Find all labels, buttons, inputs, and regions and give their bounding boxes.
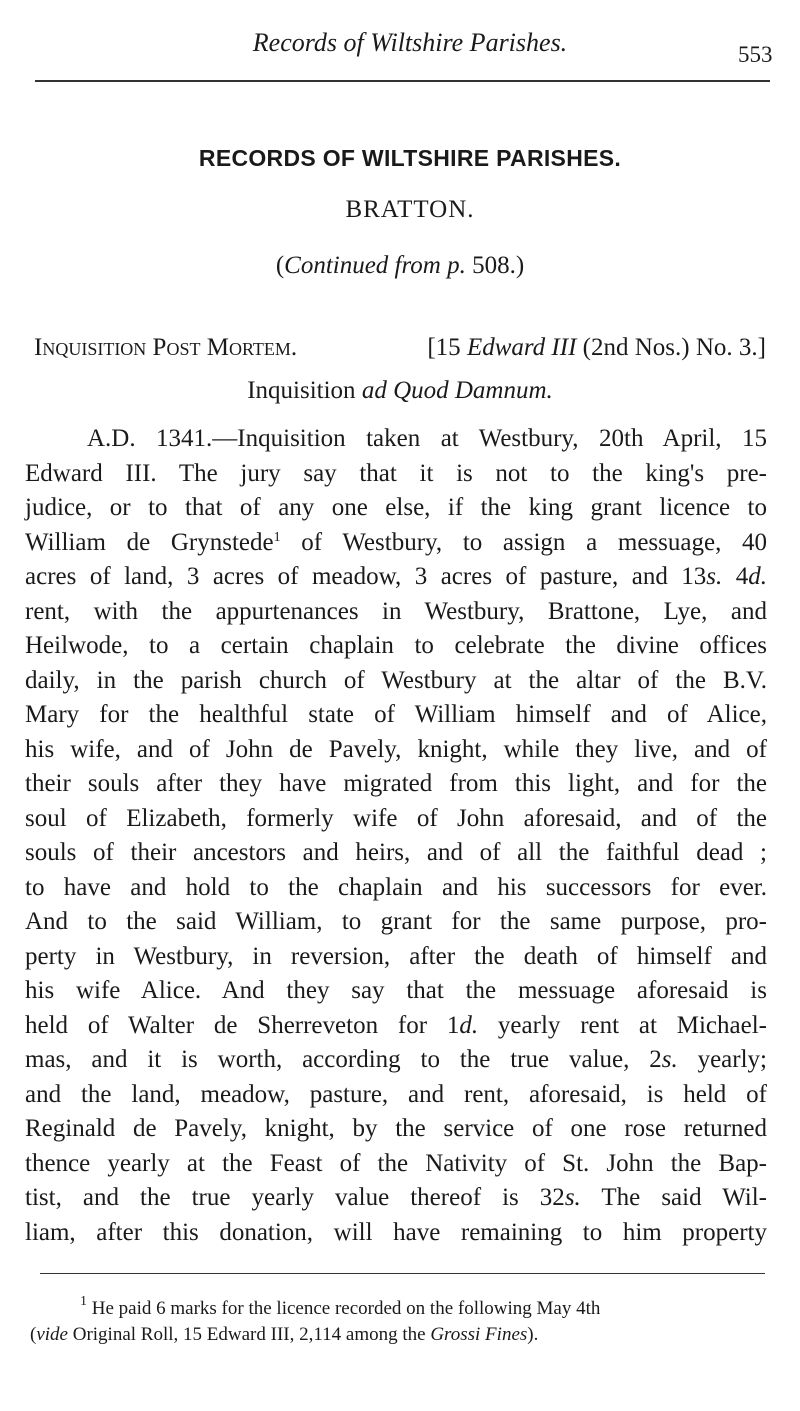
text-segment: to have and hold to the chaplain and his successors for ever. <box>25 873 767 901</box>
text-segment: his wife Alice. And they say that the messuage aforesaid is <box>25 977 767 1004</box>
text-segment: yearly; <box>677 1046 767 1073</box>
ref-italic: Edward III <box>466 334 577 361</box>
body-line <box>25 1216 767 1251</box>
inquisition-heading <box>34 334 766 362</box>
text-segment: William de Grynstede <box>25 528 274 556</box>
text-segment: soul of Elizabeth, formerly wife of John aforesaid, and of the <box>25 804 767 832</box>
text-segment: A.D. <box>87 425 136 452</box>
text-segment: s. <box>661 1046 678 1073</box>
text-segment: Edward III. The jury say that it is not to the king's pre- <box>25 459 767 487</box>
text-segment: Reginald de Pavely, knight, by the service of one rose returned <box>25 1115 767 1142</box>
text-segment: souls of their ancestors and heirs, and of all the faithful dead ; <box>25 839 767 866</box>
text-segment: thence yearly at the Feast of the Nativity of St. John the Bap- <box>25 1149 767 1177</box>
text-segment: their souls after they have migrated from this light, and for the <box>25 770 767 797</box>
text-segment: his wife, and of John de Pavely, knight, while they live, and of <box>25 735 767 763</box>
text-segment: s. <box>564 1184 581 1211</box>
article-title: RECORDS OF WILTSHIRE PARISHES. <box>198 145 622 171</box>
continued-rest: 508.) <box>465 252 525 279</box>
text-segment: tist, and the true yearly value thereof is 32 <box>25 1184 565 1211</box>
body-line <box>25 664 767 699</box>
text-segment: 4 <box>722 563 749 590</box>
body-line <box>25 1078 767 1113</box>
text-segment: s. <box>706 563 723 590</box>
running-head: Records of Wiltshire Parishes. <box>252 28 568 57</box>
body-line <box>25 802 767 837</box>
body-line <box>25 1147 767 1182</box>
footnote-line-2 <box>30 1322 765 1348</box>
text-segment: perty in Westbury, in reversion, after the death of himself and <box>25 942 767 970</box>
body-line <box>25 836 767 871</box>
body-line <box>25 767 767 802</box>
footnote-rule <box>40 1273 765 1274</box>
fn-italic: Grossi Fines <box>430 1324 528 1345</box>
text-segment: daily, in the parish church of Westbury at the altar of the B.V. <box>25 666 767 694</box>
text-segment: And to the said William, to grant for the same purpose, pro- <box>25 908 767 935</box>
footnote <box>30 1296 765 1348</box>
text-segment: held of Walter de Sherreveton for 1 <box>25 1011 460 1039</box>
text-segment: of Westbury, to assign a messuage, 40 <box>280 528 767 556</box>
footnote-text-1: He paid 6 marks for the licence recorded on the following May 4th <box>87 1298 601 1319</box>
body-line <box>25 733 767 768</box>
text-segment: and the land, meadow, pasture, and rent, aforesaid, is held of <box>25 1080 767 1108</box>
fn-open: ( <box>30 1324 37 1345</box>
fn-mid: Original Roll, 15 Edward III, 2,114 among the <box>67 1324 431 1345</box>
ref-rest: (2nd Nos.) No. 3.] <box>576 334 766 361</box>
body-line <box>25 1043 767 1078</box>
footnote-marker: 1 <box>80 1294 87 1309</box>
body-line <box>25 1009 767 1044</box>
continued-italic: Continued from p. <box>284 252 466 279</box>
body-line <box>25 698 767 733</box>
continued-note <box>0 252 800 280</box>
text-segment: The said Wil- <box>580 1184 768 1211</box>
body-line <box>25 422 767 457</box>
continued-open: ( <box>275 252 285 279</box>
text-segment: Heilwode, to a certain chaplain to celebrate the divine offices <box>25 632 767 659</box>
body-line <box>25 629 767 664</box>
text-segment: mas, and it is worth, according to the true value, 2 <box>25 1046 662 1073</box>
text-segment: 1341.—Inquisition taken at Westbury, 20th April, 15 <box>135 425 767 452</box>
body-line <box>25 1112 767 1147</box>
fn-close: ). <box>527 1324 539 1345</box>
footnote-line-1 <box>30 1296 765 1322</box>
body-line <box>25 560 767 595</box>
article-subtitle: BRATTON. <box>345 196 475 223</box>
inq-sub-italic: ad Quod Damnum. <box>361 377 553 404</box>
body-line <box>25 905 767 940</box>
page-number: 553 <box>738 42 773 67</box>
text-segment: judice, or to that of any one else, if the king grant licence to <box>25 494 767 521</box>
text-segment: rent, with the appurtenances in Westbury, Brattone, Lye, and <box>25 597 767 625</box>
text-segment: acres of land, 3 acres of meadow, 3 acres of pasture, and 13 <box>25 563 707 590</box>
body-line <box>25 1181 767 1216</box>
body-line <box>25 491 767 526</box>
inquisition-label: Inquisition Post Mortem. <box>34 334 298 361</box>
body-line <box>25 526 767 561</box>
fn-vide: vide <box>36 1324 68 1345</box>
text-segment: yearly rent at Michael- <box>478 1011 767 1039</box>
header-rule <box>35 80 770 82</box>
inq-sub-plain: Inquisition <box>247 377 362 404</box>
inquisition-reference <box>427 334 766 362</box>
body-line <box>25 974 767 1009</box>
body-text <box>25 422 767 1250</box>
body-line <box>25 940 767 975</box>
inquisition-subheading <box>0 377 800 405</box>
text-segment: d. <box>459 1011 479 1039</box>
text-segment: Mary for the healthful state of William himself and of Alice, <box>25 701 767 728</box>
text-segment: liam, after this donation, will have remaining to him property <box>25 1218 767 1246</box>
body-line <box>25 457 767 492</box>
body-line <box>25 595 767 630</box>
text-segment: d. <box>748 563 768 590</box>
footnote-ref: 1 <box>273 529 281 545</box>
body-line <box>25 871 767 906</box>
ref-open: [15 <box>427 334 467 361</box>
